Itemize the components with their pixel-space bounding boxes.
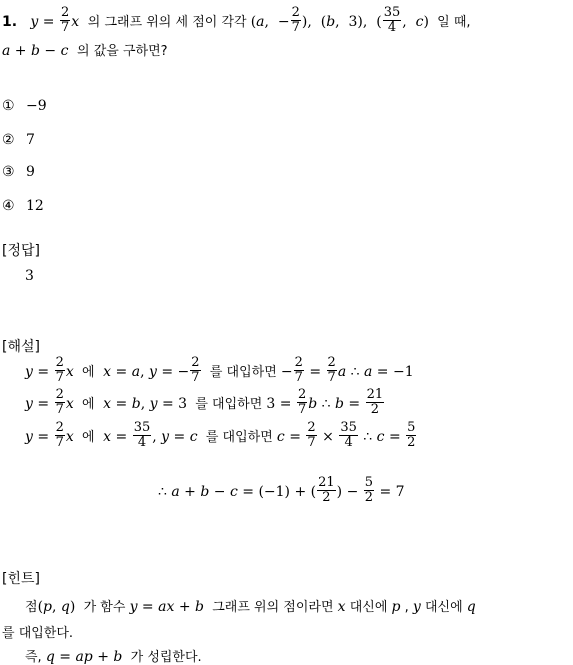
answer-value: 3 — [25, 268, 34, 284]
explanation-header: [해설] — [2, 339, 40, 355]
option-3-mark: ③ — [2, 164, 15, 180]
option-1-value: −9 — [26, 98, 47, 114]
option-3-value: 9 — [26, 164, 35, 180]
hint-line-2: 를 대입한다. — [2, 626, 74, 641]
question-line-2: a + b − c 의 값을 구하면? — [2, 43, 168, 59]
explanation-line-3: y = $\frac{2}{7}$ x 에 x = $\frac{35}{4}$ , y = c 를 대입하면 c = $\frac{2}{7}$ × $\frac{35}{4}$ ∴ c = $\frac{5}{2}$ — [25, 420, 416, 450]
option-3[interactable] — [2, 164, 35, 180]
option-4-value: 12 — [26, 198, 44, 214]
hint-line-3: 즉, q = ap + b 가 성립한다. — [25, 649, 202, 665]
explanation-line-1: y = $\frac{2}{7}$ x 에 x = a, y = − $\frac{2}{7}$ 를 대입하면 − $\frac{2}{7}$ = $\frac{2}{7}$ a ∴ a = −1 — [25, 355, 414, 385]
option-2-value: 7 — [26, 132, 35, 148]
option-1-mark: ① — [2, 98, 15, 114]
question-number: 1. — [2, 14, 18, 31]
hint-line-1: 점(p, q) 가 함수 y = ax + b 그래프 위의 점이라면 x 대신에 p , y 대신에 q — [25, 599, 476, 615]
option-4[interactable] — [2, 198, 44, 214]
option-1[interactable] — [2, 98, 47, 114]
explanation-conclusion: ∴ a + b − c = (−1) + ( $\frac{21}{2}$ ) − $\frac{5}{2}$ = 7 — [158, 475, 405, 505]
option-4-mark: ④ — [2, 198, 15, 214]
answer-header: [정답] — [2, 243, 40, 259]
option-2-mark: ② — [2, 132, 15, 148]
option-2[interactable] — [2, 132, 35, 148]
question-line-1: 1. y = $\frac{2}{7}$ x 의 그래프 위의 세 점이 각각 (a, − $\frac{2}{7}$ ), (b, 3), ( $\frac{35}{4}$ , c) 일 때, — [2, 5, 471, 35]
explanation-line-2: y = $\frac{2}{7}$ x 에 x = b, y = 3 를 대입하면 3 = $\frac{2}{7}$ b ∴ b = $\frac{21}{2}$ — [25, 387, 384, 417]
hint-header: [힌트] — [2, 571, 40, 587]
